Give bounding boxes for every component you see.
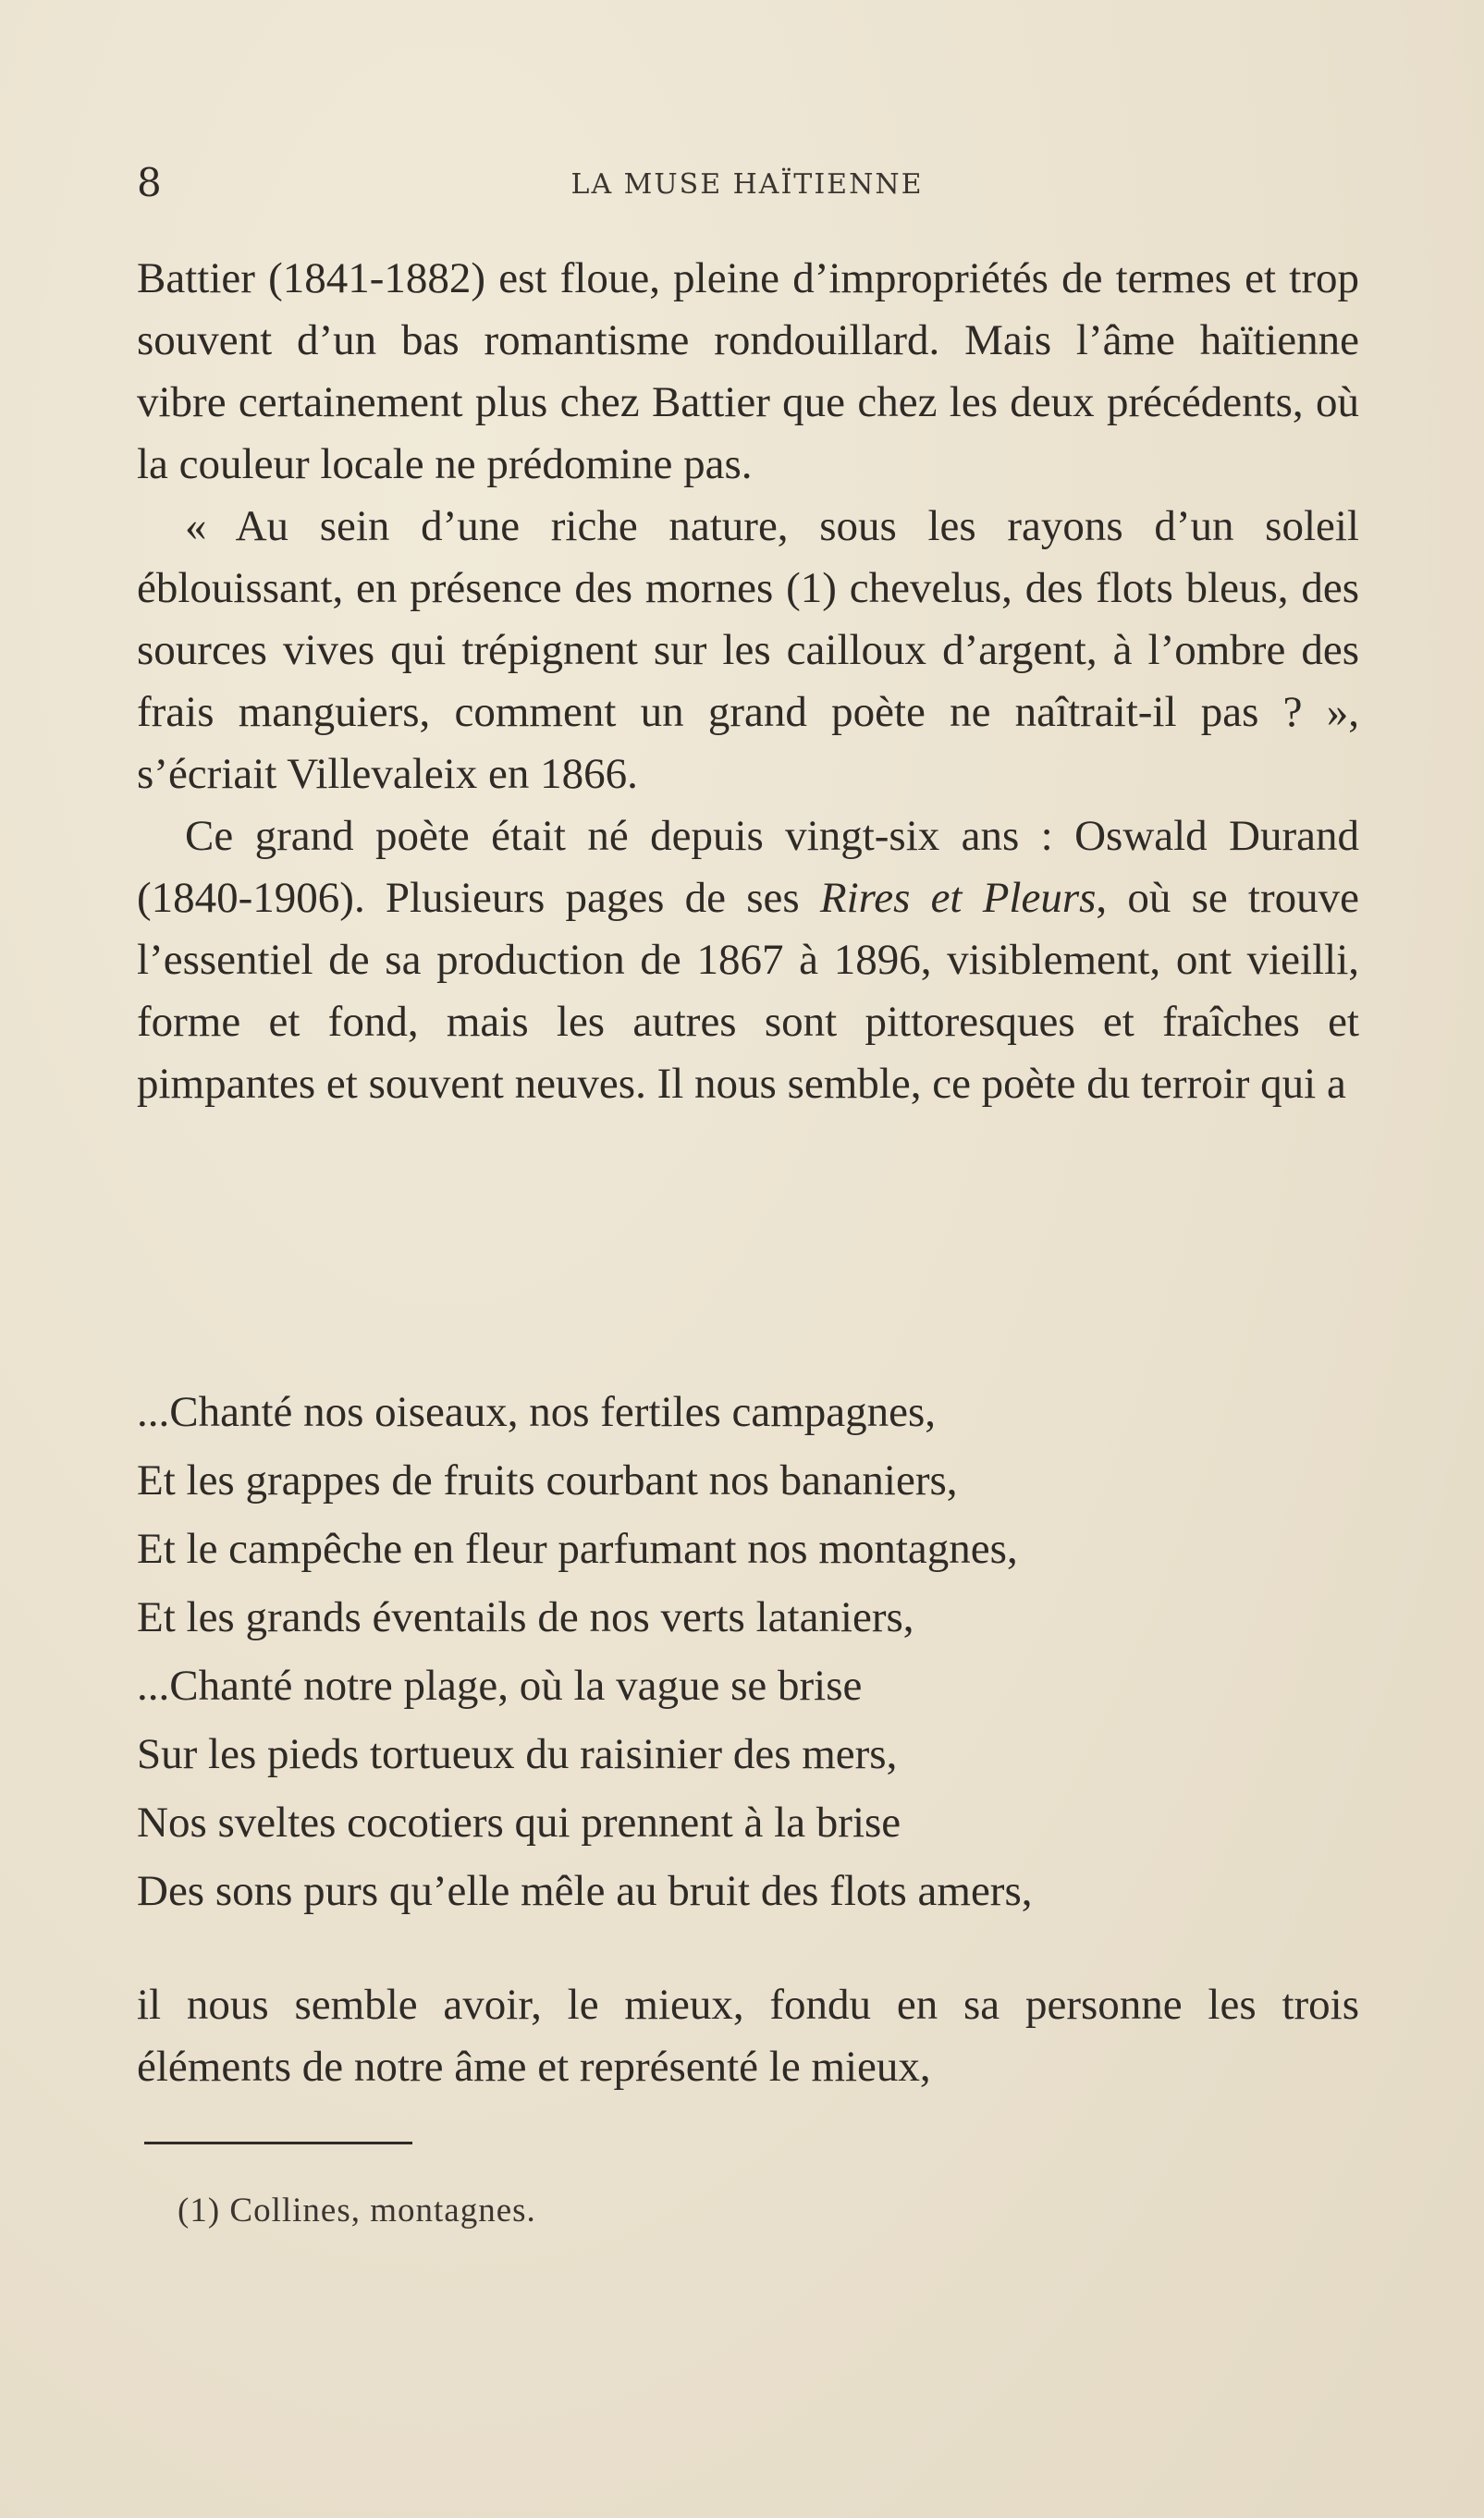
verse-line: Nos sveltes cocotiers qui prennent à la brise	[137, 1799, 901, 1847]
footnote-mark: (1)	[178, 2192, 221, 2229]
paragraph-1: Battier (1841-1882) est floue, pleine d’impropriétés de termes et trop souvent d’un bas romantisme rondouillard. Mais l’âme haïtienne vibre certainement plus chez Battier que chez les deux précédents, où la couleur locale ne prédomine pas.	[137, 254, 1359, 488]
verse-line: Des sons purs qu’elle mêle au bruit des flots amers,	[137, 1867, 1033, 1915]
page-header	[137, 155, 1357, 211]
paragraph-3-text-a: Ce grand poète était né depuis vingt-six ans : Oswald Durand (1840-1906). Plusieurs pages de ses	[137, 812, 1359, 922]
verse-line: Et les grands éventails de nos verts lataniers,	[137, 1593, 914, 1641]
closing-paragraph: il nous semble avoir, le mieux, fondu en sa personne les trois éléments de notre âme et représenté le mieux,	[137, 1981, 1359, 2091]
verse-line: Et les grappes de fruits courbant nos bananiers,	[137, 1456, 958, 1505]
paragraph-2-text-a: « Au sein d’une riche nature, sous les rayons d’un soleil éblouissant, en présence des mornes	[137, 502, 1359, 612]
verse-quotation	[137, 1378, 1357, 1925]
main-text	[137, 248, 1359, 1115]
footnote-reference: (1)	[786, 564, 837, 612]
paragraph-2	[137, 496, 1359, 805]
footnote-divider	[144, 2142, 412, 2144]
paragraph-3-text-b: , où se trouve l’essentiel de sa production de 1867 à 1896, visiblement, ont vieilli, forme et fond, mais les autres sont pittoresques et fraîches et pimpantes et souvent neuves. Il nous semble, ce poète du terroir qui a	[137, 874, 1360, 1108]
footnote	[178, 2188, 1287, 2234]
verse-line: Sur les pieds tortueux du raisinier des mers,	[137, 1730, 898, 1778]
verse-line: Et le campêche en fleur parfumant nos montagnes,	[137, 1525, 1018, 1573]
paragraph-2-text-b: chevelus, des flots bleus, des sources vives qui trépignent sur les cailloux d’argent, à l’ombre des frais manguiers, comment un grand poète ne naîtrait-il pas ? », s’écriait Villevaleix en 1866.	[137, 564, 1359, 798]
running-title: LA MUSE HAÏTIENNE	[570, 168, 924, 201]
page-number: 8	[137, 160, 162, 205]
footnote-text: Collines, montagnes.	[220, 2192, 536, 2229]
verse-line: ...Chanté notre plage, où la vague se brise	[137, 1662, 863, 1710]
closing-text	[137, 1974, 1359, 2098]
paragraph-3	[137, 805, 1359, 1115]
verse-line: ...Chanté nos oiseaux, nos fertiles campagnes,	[137, 1388, 937, 1436]
book-title: Rires et Pleurs	[819, 874, 1097, 922]
